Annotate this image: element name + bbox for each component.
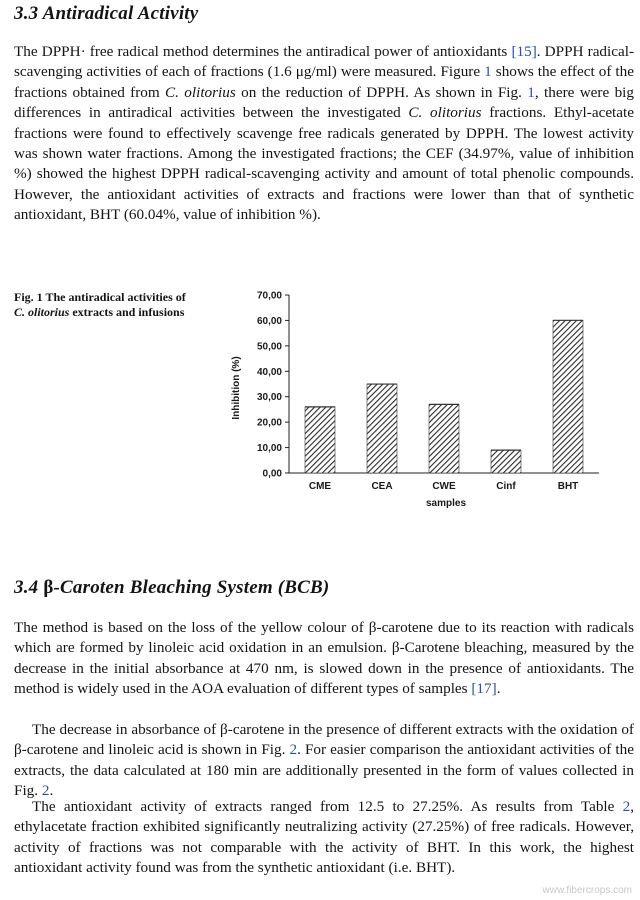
x-axis-label: samples xyxy=(425,498,467,509)
y-tick-label: 40,00 xyxy=(256,366,282,378)
y-tick-label: 50,00 xyxy=(256,341,282,353)
caption-text: extracts and infusions xyxy=(69,305,185,319)
text-run: The antioxidant activity of extracts ranged from 12.5 to 27.25%. As results from Table xyxy=(32,798,623,815)
paragraph-bcb-method xyxy=(14,618,634,700)
paragraph-antiradical xyxy=(14,42,634,226)
caption-text: Fig. 1 The antiradical activities of xyxy=(14,290,186,304)
bar-cwe xyxy=(429,404,459,473)
text-run: · free radical method determines the antiradical power of antioxidants xyxy=(80,43,512,60)
species-name: C. olitorius xyxy=(408,104,482,122)
y-tick-label: 60,00 xyxy=(256,315,282,327)
heading-number: 3.4 xyxy=(14,577,44,598)
x-tick-label: CWE xyxy=(432,481,456,492)
bar-cea xyxy=(367,384,397,473)
table-link[interactable]: 2 xyxy=(622,798,631,815)
beta-symbol: β xyxy=(43,577,54,598)
text-run: . For easier comparison the antioxidant activities of the extracts, the data calculated at 180 min are additionally presented in the form of values collected in Fig. xyxy=(14,741,634,800)
page xyxy=(4,0,636,900)
y-tick-label: 20,00 xyxy=(256,417,282,429)
bar-cinf xyxy=(491,450,521,473)
citation-link[interactable]: [15] xyxy=(511,43,537,60)
figure-link[interactable]: 2 xyxy=(41,782,50,800)
paragraph-bcb-absorbance xyxy=(14,720,634,802)
heading-text: -Caroten Bleaching System (BCB) xyxy=(53,577,330,598)
y-tick-label: 30,00 xyxy=(256,392,282,404)
text-run: on the reduction of DPPH. As shown in Fig. xyxy=(235,83,528,101)
bar-bht xyxy=(553,320,583,473)
text-run: . xyxy=(49,782,54,800)
species-name: C. olitorius xyxy=(165,83,236,101)
x-tick-label: CEA xyxy=(371,481,393,492)
bar-cme xyxy=(305,407,335,473)
x-tick-label: Cinf xyxy=(496,481,516,492)
figure-link[interactable]: 1 xyxy=(527,83,535,101)
x-tick-label: BHT xyxy=(557,481,579,492)
y-tick-label: 10,00 xyxy=(256,443,282,455)
plot-area xyxy=(257,291,599,493)
text-run: The method is based on the loss of the yellow colour of β-carotene due to its reaction with radicals which are formed by linoleic acid oxidation in an emulsion. β-Carotene bleaching, measured by the decrease in the initial absorbance at 470 nm, is slowed down in the presence of antioxidants. The method is widely used in the AOA evaluation of different types of samples xyxy=(14,619,634,698)
text-run: . xyxy=(496,680,501,698)
text-run: shows the effect of the fractions obtained from xyxy=(14,63,634,101)
figure-link[interactable]: 2 xyxy=(289,741,298,759)
text-run: fractions. Ethyl-acetate fractions were found to effectively scavenge free radicals generated by DPPH. The lowest activity was shown water fractions. Among the investigated fractions; the CEF (34.97%, value of inhibition %) showed the highest DPPH radical-scavenging activity and amount of total phenolic compounds. However, the antioxidant activities of extracts and fractions were lower than that of synthetic antioxidant, BHT (60.04%, value of inhibition %). xyxy=(14,104,634,224)
citation-link[interactable]: [17] xyxy=(471,680,497,698)
text-run: . DPPH radical-scavenging activities of each of fractions (1.6 μg/ml) were measured. Figure xyxy=(14,43,635,81)
x-tick-label: CME xyxy=(308,481,332,492)
paragraph-bcb-results xyxy=(14,797,634,879)
caption-species: C. olitorius xyxy=(14,305,70,319)
y-tick-label: 0,00 xyxy=(262,468,282,480)
section-heading-3-4 xyxy=(14,577,329,599)
text-run: , ethylacetate fraction exhibited significantly neutralizing activity (27.25%) of free radicals. However, activity of fractions was not comparable with the activity of BHT. In this work, the highest antioxidant activity found was from the synthetic antioxidant (i.e. BHT). xyxy=(14,798,634,877)
text-run: The DPPH xyxy=(14,43,81,60)
y-tick-label: 70,00 xyxy=(256,290,282,302)
figure-link[interactable]: 1 xyxy=(484,63,492,81)
figure-caption xyxy=(14,290,189,320)
bar-chart xyxy=(209,280,609,510)
text-run: , there were big differences in antiradical activities between the investigated xyxy=(14,83,634,122)
watermark: www.fibercrops.com xyxy=(542,885,632,896)
section-heading-3-3: 3.3 Antiradical Activity xyxy=(14,3,199,24)
y-axis-label: Inhibition (%) xyxy=(231,356,242,420)
text-run: The decrease in absorbance of β-carotene in the presence of different extracts with the oxidation of β-carotene and linoleic acid is shown in Fig. xyxy=(14,721,634,759)
